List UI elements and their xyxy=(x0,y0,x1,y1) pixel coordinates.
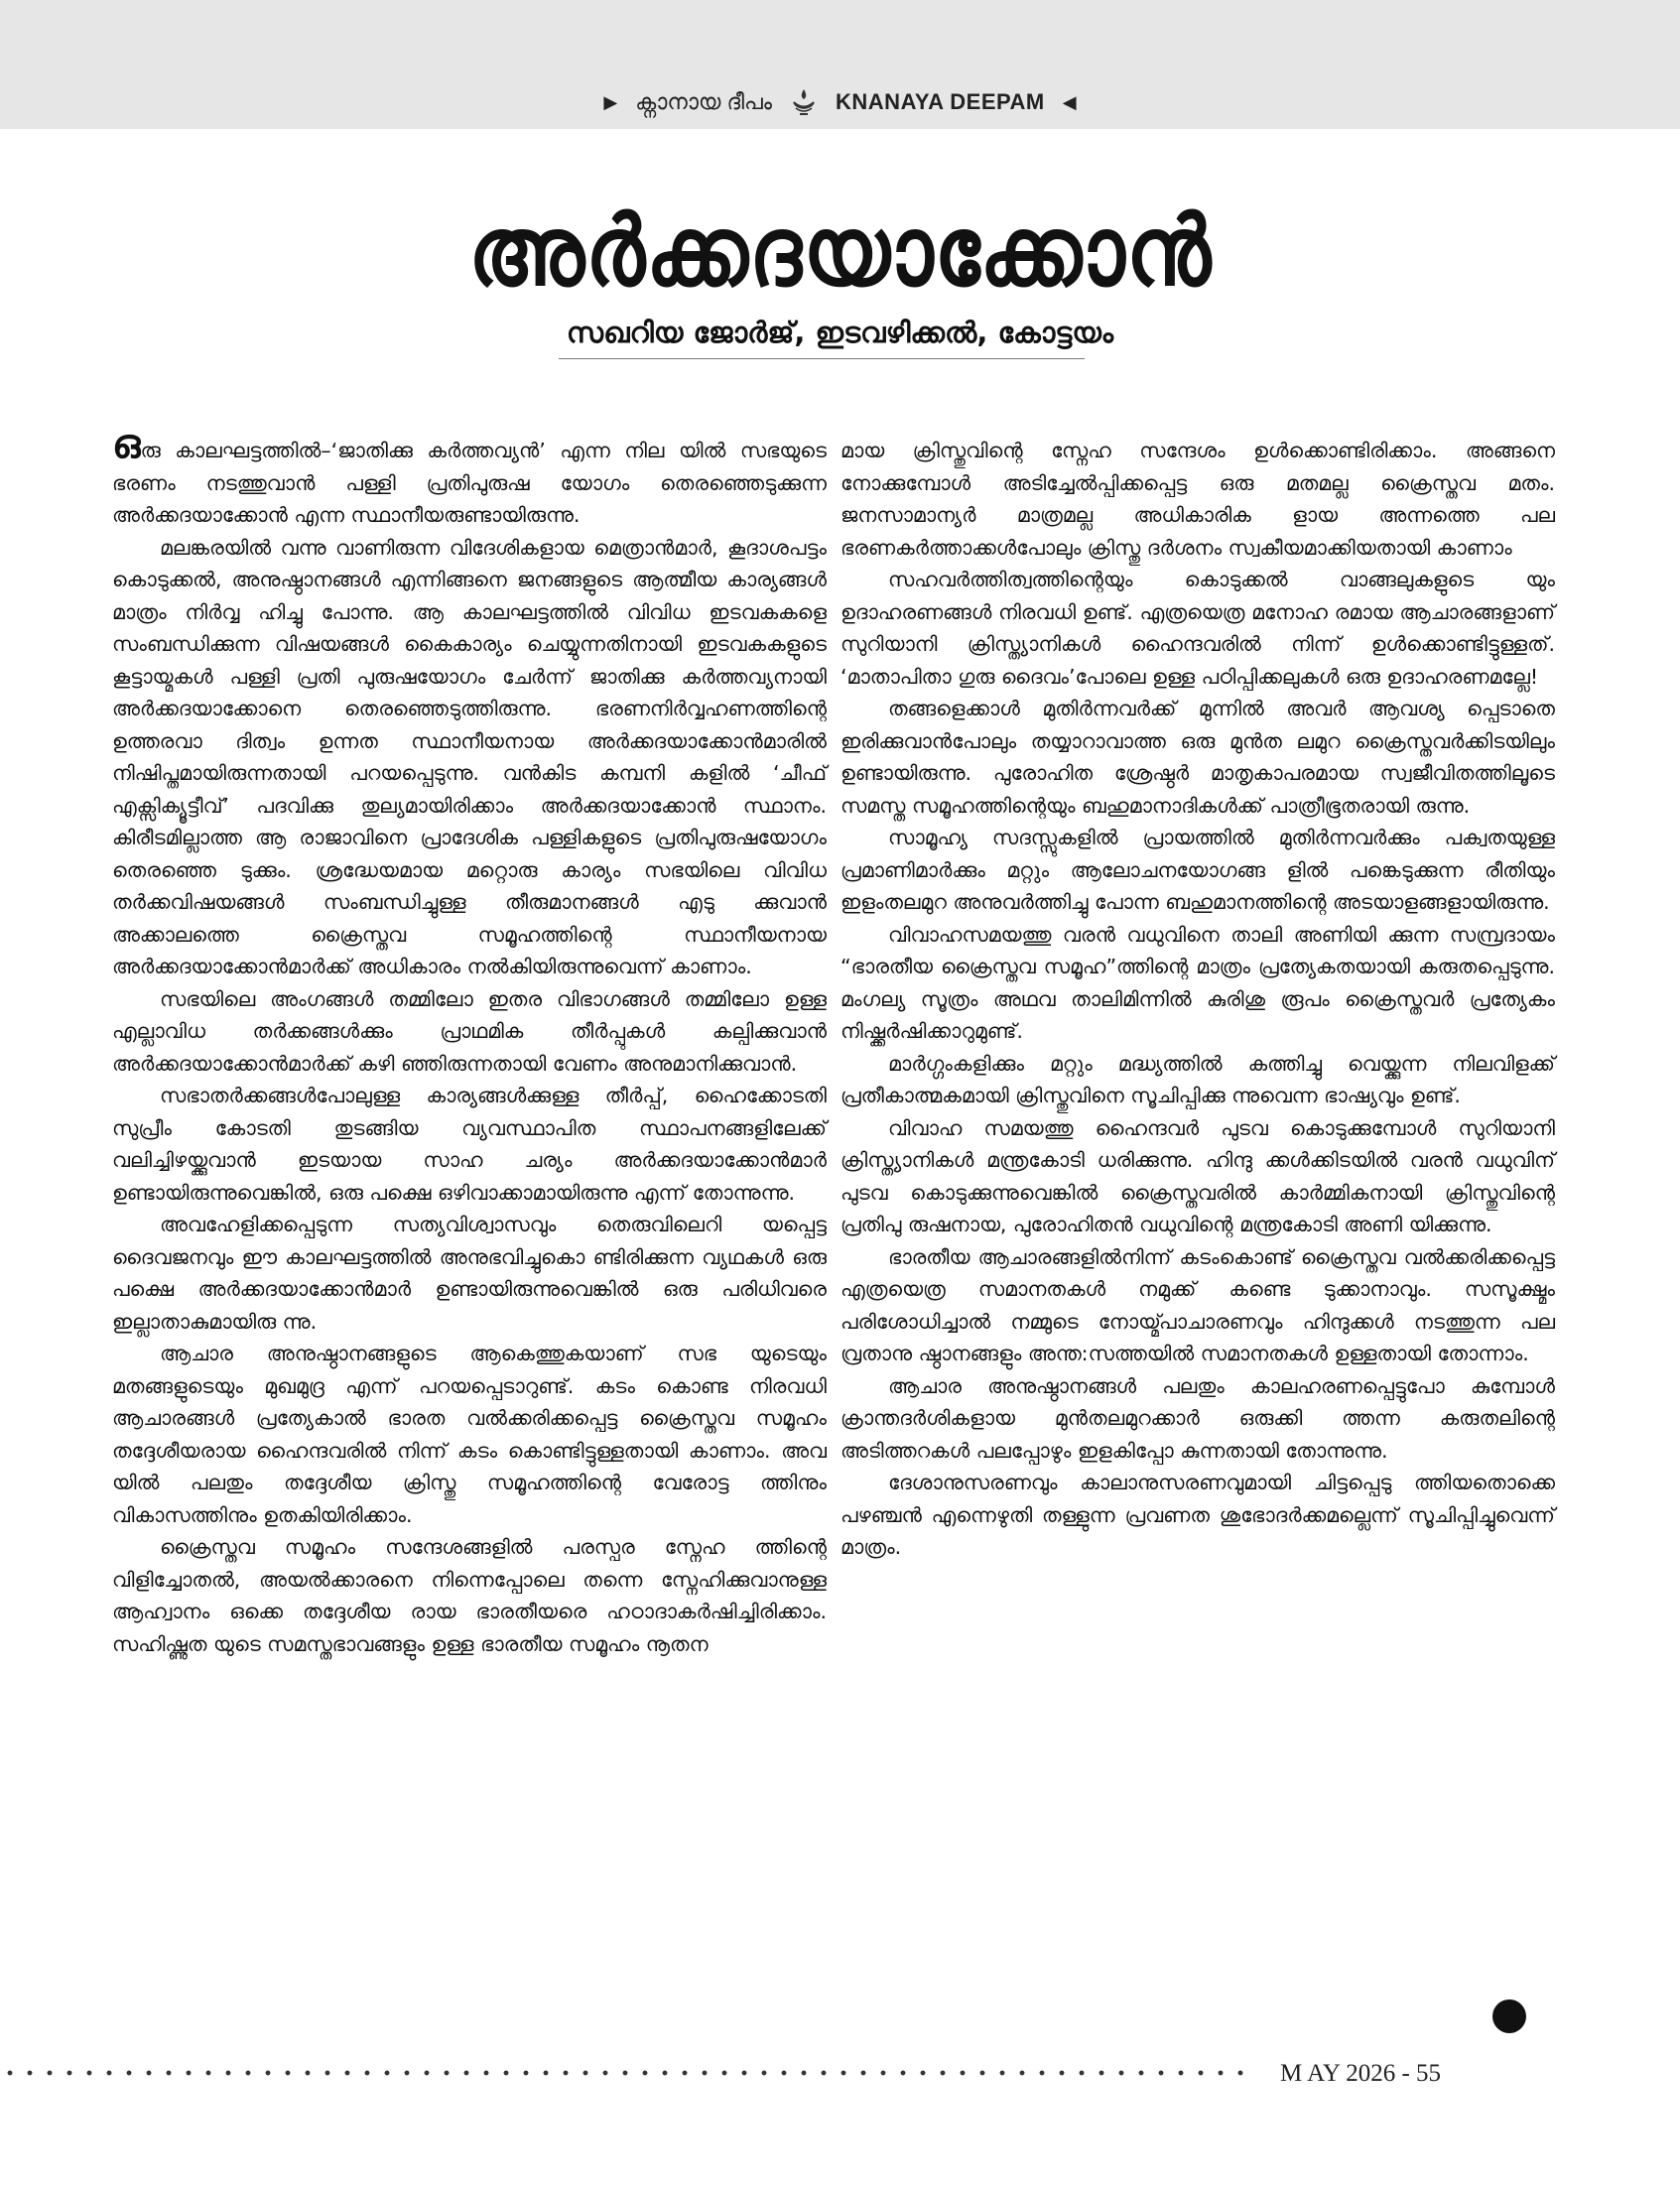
right-triangle-icon: ▶ xyxy=(603,91,618,112)
paragraph: വിവാഹസമയത്തു വരൻ വധുവിനെ താലി അണിയി ക്കുന്ന സമ്പ്രദായം “ഭാരതീയ ക്രൈസ്തവ സമൂഹ”ത്തിന്റെ മാത്രം പ്രത്യേകതയായി കരുതപ്പെടുന്നു. മംഗല്യ സൂത്രം അഥവ താലിമിന്നിൽ കുരിശു രൂപം ക്രൈസ്തവർ പ്രത്യേകം നിഷ്ക്കർഷിക്കാറുമുണ്ട്. xyxy=(840,922,1555,1043)
end-mark-dot xyxy=(1492,1999,1526,2033)
page-folio: M AY 2026 - 55 xyxy=(1280,2060,1442,2087)
article-byline: സഖറിയ ജോർജ്, ഇടവഴിക്കൽ, കോട്ടയം xyxy=(566,316,1114,349)
dotted-footer-rule xyxy=(0,2070,1245,2076)
paragraph: മായ ക്രിസ്തുവിന്റെ സ്നേഹ സന്ദേശം ഉൾക്കൊണ്ടിരിക്കാം. അങ്ങനെ നോക്കുമ്പോൾ അടിച്ചേൽപ്പിക്കപ്പെട്ട ഒരു മതമല്ല ക്രൈസ്തവ മതം. ജനസാമാന്യർ മാത്രമല്ല അധികാരിക ളായ അന്നത്തെ പല ഭരണകർത്താക്കൾപോലും ക്രിസ്തു ദർശനം സ്വകീയമാക്കിയതായി കാണാം xyxy=(840,439,1555,560)
right-column xyxy=(840,435,1555,1564)
paragraph: മാർഗ്ഗംകളിക്കും മറ്റും മദ്ധ്യത്തിൽ കത്തിച്ചു വെയ്ക്കുന്ന നിലവിളക്ക് പ്രതീകാത്മകമായി ക്രിസ്തുവിനെ സൂചിപ്പിക്കു ന്നുവെന്ന ഭാഷ്യവും ഉണ്ട്. xyxy=(840,1051,1555,1107)
paragraph: ദേശാനുസരണവും കാലാനുസരണവുമായി ചിട്ടപ്പെടു ത്തിയതൊക്കെ പഴഞ്ചൻ എന്നെഴുതി തള്ളുന്ന പ്രവണത ശുഭോദർക്കമല്ലെന്ന് സൂചിപ്പിച്ചുവെന്ന് മാത്രം. xyxy=(840,1471,1555,1559)
paragraph: തങ്ങളെക്കാൾ മുതിർന്നവർക്ക് മുന്നിൽ അവർ ആവശ്യ പ്പെടാതെ ഇരിക്കുവാൻപോലും തയ്യാറാവാത്ത ഒരു മുൻത ലമുറ ക്രൈസ്തവർക്കിടയിലും ഉണ്ടായിരുന്നു. പുരോഹിത ശ്രേഷ്ഠർ മാതൃകാപരമായ സ്വജീവിതത്തിലൂടെ സമസ്ത സമൂഹത്തിന്റെയും ബഹുമാനാദികൾക്ക് പാത്രീഭൂതരായി രുന്നു. xyxy=(840,697,1555,818)
paragraph: സഭാതർക്കങ്ങൾപോലുള്ള കാര്യങ്ങൾക്കുള്ള തീർപ്പ്, ഹൈക്കോടതി സുപ്രീം കോടതി തുടങ്ങിയ വ്യവസ്ഥാപിത സ്ഥാപനങ്ങളിലേക്ക് വലിച്ചിഴയ്ക്കുവാൻ ഇടയായ സാഹ ചര്യം അർക്കദയാക്കോൻമാർ ഉണ്ടായിരുന്നുവെങ്കിൽ, ഒരു പക്ഷെ ഒഴിവാക്കാമായിരുന്നു എന്ന് തോന്നുന്നു. xyxy=(112,1084,827,1205)
paragraph: ആചാര അനുഷ്ഠാനങ്ങൾ പലതും കാലഹരണപ്പെട്ടുപോ കുമ്പോൾ ക്രാന്തദർശികളായ മുൻതലമുറക്കാർ ഒരുക്കി ത്തന്ന കരുതലിന്റെ അടിത്തറകൾ പലപ്പോഴും ഇളകിപ്പോ കുന്നതായി തോന്നുന്നു. xyxy=(840,1373,1555,1463)
paragraph: അവഹേളിക്കപ്പെടുന്ന സത്യവിശ്വാസവും തെരുവിലെറി യപ്പെട്ട ദൈവജനവും ഈ കാലഘട്ടത്തിൽ അനുഭവിച്ചുകൊ ണ്ടിരിക്കുന്ന വ്യഥകൾ ഒരു പക്ഷെ അർക്കദയാക്കോൻമാർ ഉണ്ടായിരുന്നുവെങ്കിൽ ഒരു പരിധിവരെ ഇല്ലാതാകുമായിരു ന്നു. xyxy=(112,1213,827,1334)
paragraph: വിവാഹ സമയത്തു ഹൈന്ദവർ പുടവ കൊടുക്കുമ്പോൾ സുറിയാനി ക്രിസ്ത്യാനികൾ മന്ത്രകോടി ധരിക്കുന്നു. ഹിന്ദു ക്കൾക്കിടയിൽ വരൻ വധുവിന് പുടവ കൊടുക്കുന്നുവെങ്കിൽ ക്രൈസ്തവരിൽ കാർമ്മികനായി ക്രിസ്തുവിന്റെ പ്രതിപു രുഷനായ, പുരോഹിതൻ വധുവിന്റെ മന്ത്രകോടി അണി യിക്കുന്നു. xyxy=(840,1115,1555,1236)
paragraph: ഭാരതീയ ആചാരങ്ങളിൽനിന്ന് കടംകൊണ്ട് ക്രൈസ്തവ വൽക്കരിക്കപ്പെട്ട എത്രയെത്ര സമാനതകൾ നമുക്ക് കണ്ടെ ടുക്കാനാവും. സസൂക്ഷ്മം പരിശോധിച്ചാൽ നമ്മുടെ നോയ്മ്പാചാരണവും ഹിന്ദുക്കൾ നടത്തുന്ന പല വ്രതാനു ഷ്ഠാനങ്ങളും അന്ത:സത്തയിൽ സമാനതകൾ ഉള്ളതായി തോന്നാം. xyxy=(840,1244,1555,1365)
running-header xyxy=(0,87,1680,117)
article-title: അർക്കദയാക്കോൻ xyxy=(467,196,1213,308)
paragraph: സാമൂഹ്യ സദസ്സുകളിൽ പ്രായത്തിൽ മുതിർന്നവർക്കും പക്വതയുള്ള പ്രമാണിമാർക്കും മറ്റും ആലോചനയോഗങ്ങ ളിൽ പങ്കെടുക്കുന്ന രീതിയും ഇളംതലമുറ അനുവർത്തിച്ചു പോന്ന ബഹുമാനത്തിന്റെ അടയാളങ്ങളായിരുന്നു. xyxy=(840,826,1555,914)
magazine-name-english: KNANAYA DEEPAM xyxy=(836,89,1045,114)
paragraph: ക്രൈസ്തവ സമൂഹം സന്ദേശങ്ങളിൽ പരസ്പര സ്നേഹ ത്തിന്റെ വിളിച്ചോതൽ, അയൽക്കാരനെ നിന്നെപ്പോലെ തന്നെ സ്നേഹിക്കുവാനുള്ള ആഹ്വാനം ഒക്കെ തദ്ദേശീയ രായ ഭാരതീയരെ ഹഠാദാകർഷിച്ചിരിക്കാം. സഹിഷ്ണുത യുടെ സമസ്തഭാവങ്ങളും ഉള്ള ഭാരതീയ സമൂഹം നൂതന xyxy=(112,1535,827,1656)
left-column xyxy=(112,422,827,1660)
paragraph: ആചാര അനുഷ്ഠാനങ്ങളുടെ ആകെത്തുകയാണ് സഭ യുടെയും മതങ്ങളുടെയും മുഖമുദ്ര എന്ന് പറയപ്പെടാറുണ്ട്. കടം കൊണ്ട നിരവധി ആചാരങ്ങൾ പ്രത്യേകാൽ ഭാരത വൽക്കരിക്കപ്പെട്ട ക്രൈസ്തവ സമൂഹം തദ്ദേശീയരായ ഹൈന്ദവരിൽ നിന്ന് കടം കൊണ്ടിട്ടുള്ളതായി കാണാം. അവ യിൽ പലതും തദ്ദേശീയ ക്രിസ്തു സമൂഹത്തിന്റെ വേരോട്ട ത്തിനും വികാസത്തിനും ഉതകിയിരിക്കാം. xyxy=(112,1342,827,1527)
byline-divider xyxy=(559,358,1085,359)
paragraph: മലങ്കരയിൽ വന്നു വാണിരുന്ന വിദേശികളായ മെത്രാൻമാർ, കൂദാശപട്ടം കൊടുക്കൽ, അനുഷ്ഠാനങ്ങൾ എന്നിങ്ങനെ ജനങ്ങളുടെ ആത്മീയ കാര്യങ്ങൾ മാത്രം നിർവ്വ ഹിച്ചു പോന്നു. ആ കാലഘട്ടത്തിൽ വിവിധ ഇടവകകളെ സംബന്ധിക്കുന്ന വിഷയങ്ങൾ കൈകാര്യം ചെയ്യുന്നതിനായി ഇടവകകളുടെ കൂട്ടായ്മകൾ പള്ളി പ്രതി പുരുഷയോഗം ചേർന്ന് ജാതിക്കു കർത്തവ്യനായി അർക്കദയാക്കോനെ തെരഞ്ഞെടുത്തിരുന്നു. ഭരണനിർവ്വഹണത്തിന്റെ ഉത്തരവാ ദിത്വം ഉന്നത സ്ഥാനീയനായ അർക്കദയാക്കോൻമാരിൽ നിഷിപ്തമായിരുന്നതായി പറയപ്പെടുന്നു. വൻകിട കമ്പനി കളിൽ ‘ചീഫ് എക്സിക്യൂട്ടീവ്’ പദവിക്കു തുല്യമായിരിക്കാം അർക്കദയാക്കോൻ സ്ഥാനം. കിരീടമില്ലാത്ത ആ രാജാവിനെ പ്രാദേശിക പള്ളികളുടെ പ്രതിപുരുഷയോഗം തെരഞ്ഞെ ടുക്കും. ശ്രദ്ധേയമായ മറ്റൊരു കാര്യം സഭയിലെ വിവിധ തർക്കവിഷയങ്ങൾ സംബന്ധിച്ചുള്ള തീരുമാനങ്ങൾ എടു ക്കുവാൻ അക്കാലത്തെ ക്രൈസ്തവ സമൂഹത്തിന്റെ സ്ഥാനീയനായ അർക്കദയാക്കോൻമാർക്ക് അധികാരം നൽകിയിരുന്നുവെന്ന് കാണാം. xyxy=(112,535,827,978)
oil-lamp-icon xyxy=(790,87,818,117)
paragraph: സഭയിലെ അംഗങ്ങൾ തമ്മിലോ ഇതര വിഭാഗങ്ങൾ തമ്മിലോ ഉള്ള എല്ലാവിധ തർക്കങ്ങൾക്കും പ്രാഥമിക തീർപ്പുകൾ കല്പിക്കുവാൻ അർക്കദയാക്കോൻമാർക്ക് കഴി ഞ്ഞിരുന്നതായി വേണം അനുമാനിക്കുവാൻ. xyxy=(112,986,827,1076)
paragraph: ഒരു കാലഘട്ടത്തിൽ–‘ജാതിക്കു കർത്തവ്യൻ’ എന്ന നില യിൽ സഭയുടെ ഭരണം നടത്തുവാൻ പള്ളി പ്രതിപുരുഷ യോഗം തെരഞ്ഞെടുക്കുന്ന അർക്കദയാക്കോൻ എന്ന സ്ഥാനീയരുണ്ടായിരുന്നു. xyxy=(112,422,827,527)
magazine-name-malayalam: ക്നാനായ ദീപം xyxy=(635,89,773,114)
drop-cap: ഒ xyxy=(112,422,141,467)
left-triangle-icon: ◀ xyxy=(1062,91,1077,112)
paragraph: സഹവർത്തിത്വത്തിന്റെയും കൊടുക്കൽ വാങ്ങലുകളുടെ യും ഉദാഹരണങ്ങൾ നിരവധി ഉണ്ട്. എത്രയെത്ര മനോഹ രമായ ആചാരങ്ങളാണ് സുറിയാനി ക്രിസ്ത്യാനികൾ ഹൈന്ദവരിൽ നിന്ന് ഉൾക്കൊണ്ടിട്ടുള്ളത്. ‘മാതാപിതാ ഗുരു ദൈവം’പോലെ ഉള്ള പഠിപ്പിക്കലുകൾ ഒരു ഉദാഹരണമല്ലേ! xyxy=(840,568,1555,689)
